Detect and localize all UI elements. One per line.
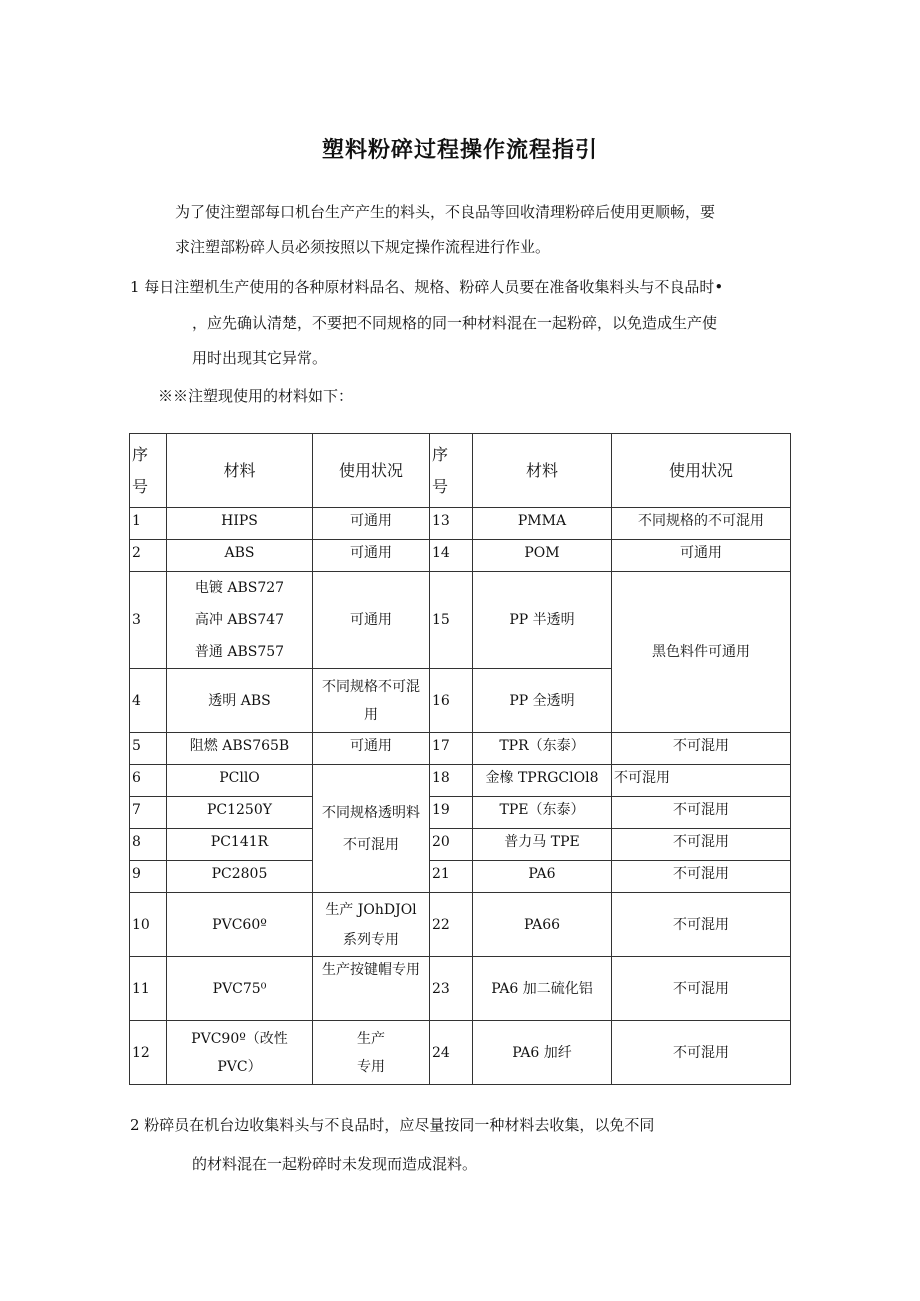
row-no: 11 bbox=[130, 957, 167, 1021]
row-no-2: 21 bbox=[430, 861, 473, 893]
row-material-2: PA6 加二硫化铝 bbox=[473, 957, 612, 1021]
page-title: 塑料粉碎过程操作流程指引 bbox=[321, 138, 598, 163]
intro-line-2: 求注塑部粉碎人员必须按照以下规定操作流程进行作业。 bbox=[175, 238, 551, 256]
row-status-2: 不可混用 bbox=[612, 733, 791, 765]
row-status: 不同规格不可混 用 bbox=[313, 669, 430, 733]
row-status-2: 不可混用 bbox=[612, 1021, 791, 1085]
row-no: 12 bbox=[130, 1021, 167, 1085]
row-status-2: 可通用 bbox=[612, 540, 791, 572]
table-row bbox=[130, 797, 791, 829]
row-material: PC2805 bbox=[167, 861, 313, 893]
row-material-2: PP 全透明 bbox=[473, 669, 612, 733]
row-status-2: 不同规格的不可混用 bbox=[612, 508, 791, 540]
item1-line-2: ，应先确认清楚，不要把不同规格的同一种材料混在一起粉碎，以免造成生产使 bbox=[192, 314, 718, 332]
row-no: 4 bbox=[130, 669, 167, 733]
header-material: 材料 bbox=[167, 434, 313, 508]
row-status: 可通用 bbox=[313, 540, 430, 572]
row-no: 10 bbox=[130, 893, 167, 957]
row-status-2: 不可混用 bbox=[612, 829, 791, 861]
row-no: 1 bbox=[130, 508, 167, 540]
row-material-2: POM bbox=[473, 540, 612, 572]
row-no-2: 17 bbox=[430, 733, 473, 765]
row-status: 生产 JOhDJOl 系列专用 bbox=[313, 893, 430, 957]
item1-line-1: 1 每日注塑机生产使用的各种原材料品名、规格、粉碎人员要在准备收集料头与不良品时• bbox=[130, 278, 724, 296]
row-material-2: PP 半透明 bbox=[473, 572, 612, 669]
row-status: 可通用 bbox=[313, 733, 430, 765]
row-no: 2 bbox=[130, 540, 167, 572]
row-no-2: 20 bbox=[430, 829, 473, 861]
header-status: 使用状况 bbox=[313, 434, 430, 508]
table-row bbox=[130, 733, 791, 765]
row-material-2: 金橡 TPRGClOl8 bbox=[473, 765, 612, 797]
header-no-2: 序 号 bbox=[430, 434, 473, 508]
row-status: 生产按键帽专用 bbox=[313, 957, 430, 1021]
row-no: 5 bbox=[130, 733, 167, 765]
item2-line-2: 的材料混在一起粉碎时未发现而造成混料。 bbox=[192, 1155, 478, 1173]
table-row bbox=[130, 893, 791, 957]
row-no-2: 14 bbox=[430, 540, 473, 572]
row-status-2: 不可混用 bbox=[612, 765, 791, 797]
row-no-2: 19 bbox=[430, 797, 473, 829]
table-row bbox=[130, 957, 791, 1021]
item2-line-1: 2 粉碎员在机台边收集料头与不良品时，应尽量按同一种材料去收集，以免不同 bbox=[130, 1116, 655, 1134]
row-no-2: 15 bbox=[430, 572, 473, 669]
row-material-2: PA66 bbox=[473, 893, 612, 957]
row-material: 阻燃 ABS765B bbox=[167, 733, 313, 765]
row-material-2: TPE（东泰） bbox=[473, 797, 612, 829]
materials-note: ※※注塑现使用的材料如下： bbox=[158, 387, 354, 405]
row-no-2: 22 bbox=[430, 893, 473, 957]
table-row bbox=[130, 508, 791, 540]
row-material-2: PA6 bbox=[473, 861, 612, 893]
item1-line-3: 用时出现其它异常。 bbox=[192, 349, 328, 367]
row-material: PVC60º bbox=[167, 893, 313, 957]
row-no: 3 bbox=[130, 572, 167, 669]
row-material-2: 普力马 TPE bbox=[473, 829, 612, 861]
header-material-2: 材料 bbox=[473, 434, 612, 508]
intro-line-1: 为了使注塑部每口机台生产产生的料头，不良品等回收清理粉碎后使用更顺畅，要 bbox=[175, 203, 716, 221]
row-no-2: 24 bbox=[430, 1021, 473, 1085]
table-row bbox=[130, 1021, 791, 1085]
row-material: PVC75⁰ bbox=[167, 957, 313, 1021]
table-row bbox=[130, 861, 791, 893]
row-material: 透明 ABS bbox=[167, 669, 313, 733]
row-material: ABS bbox=[167, 540, 313, 572]
row-status-2: 不可混用 bbox=[612, 861, 791, 893]
table-row bbox=[130, 829, 791, 861]
row-material-2: PA6 加纤 bbox=[473, 1021, 612, 1085]
table-row bbox=[130, 540, 791, 572]
row-no: 8 bbox=[130, 829, 167, 861]
header-no: 序 号 bbox=[130, 434, 167, 508]
row-status: 生产 专用 bbox=[313, 1021, 430, 1085]
table-row bbox=[130, 765, 791, 797]
row-material: PC1250Y bbox=[167, 797, 313, 829]
row-material: PVC90º（改性 PVC） bbox=[167, 1021, 313, 1085]
pp-group-status: 黑色料件可通用 bbox=[612, 572, 791, 733]
row-no-2: 18 bbox=[430, 765, 473, 797]
materials-table bbox=[129, 433, 791, 1085]
row-no-2: 23 bbox=[430, 957, 473, 1021]
header-status-2: 使用状况 bbox=[612, 434, 791, 508]
table-header-row bbox=[130, 434, 791, 508]
row-material: 电镀 ABS727 高冲 ABS747 普通 ABS757 bbox=[167, 572, 313, 669]
row-material: HIPS bbox=[167, 508, 313, 540]
row-no: 6 bbox=[130, 765, 167, 797]
row-status: 可通用 bbox=[313, 572, 430, 669]
row-material-2: PMMA bbox=[473, 508, 612, 540]
row-status-2: 不可混用 bbox=[612, 893, 791, 957]
row-material-2: TPR（东泰） bbox=[473, 733, 612, 765]
row-no-2: 13 bbox=[430, 508, 473, 540]
table-row bbox=[130, 572, 791, 669]
row-status: 可通用 bbox=[313, 508, 430, 540]
row-material: PC141R bbox=[167, 829, 313, 861]
row-no: 7 bbox=[130, 797, 167, 829]
row-no: 9 bbox=[130, 861, 167, 893]
row-status-2: 不可混用 bbox=[612, 797, 791, 829]
row-no-2: 16 bbox=[430, 669, 473, 733]
row-status-2: 不可混用 bbox=[612, 957, 791, 1021]
row-material: PCllO bbox=[167, 765, 313, 797]
pc-group-status: 不同规格透明料 不可混用 bbox=[313, 765, 430, 893]
